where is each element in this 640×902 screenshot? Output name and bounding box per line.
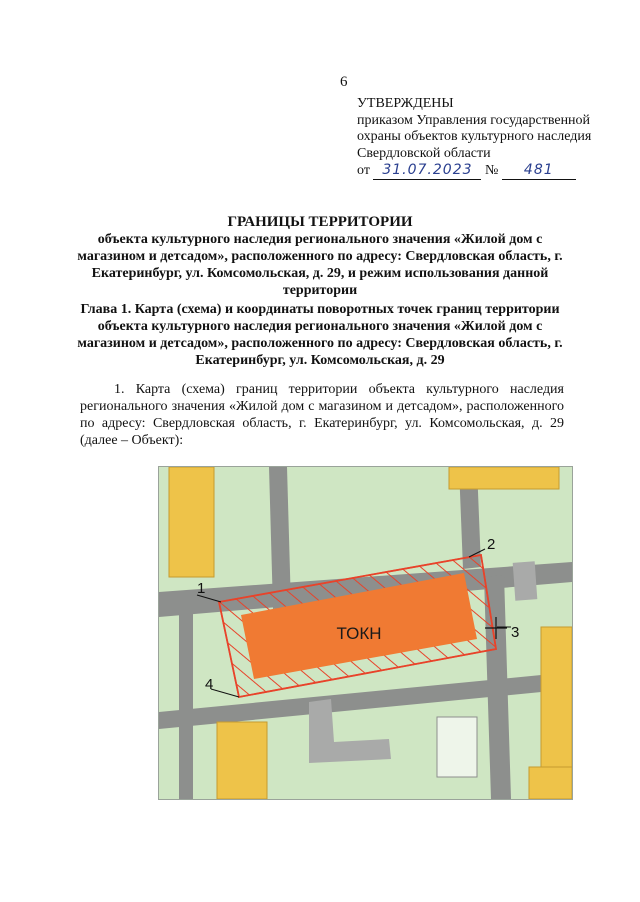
from-label: от [357, 163, 370, 178]
map-object-label: ТОКН [336, 624, 382, 643]
approval-date-row [357, 162, 627, 180]
document-title [70, 214, 570, 299]
page-number: 6 [340, 74, 348, 90]
map-point-3: 3 [511, 624, 520, 641]
building-yellow-top-right [449, 467, 559, 489]
chapter-heading: Глава 1. Карта (схема) и координаты поворотных точек границ территории объекта культурного наследия регионального значения «Жилой дом с магазином и детсадом», расположенного по адресу: Свердловская область, г. Екатеринбург, ул. Комсомольская, д. 29 [77, 302, 563, 368]
title-heading: ГРАНИЦЫ ТЕРРИТОРИИ [227, 214, 413, 230]
building-yellow-right [541, 627, 572, 772]
title-subheading: объекта культурного наследия регионального значения «Жилой дом с магазином и детсадом», расположенного по адресу: Свердловская область, г. Екатеринбург, ул. Комсомольская, д. 29, и режим использования данной территории [77, 232, 563, 298]
building-yellow-corner [529, 767, 572, 799]
building-yellow-top-left [169, 467, 214, 577]
approval-line-2: охраны объектов культурного наследия [357, 129, 592, 144]
map-point-2: 2 [487, 536, 496, 553]
approval-line-1: приказом Управления государственной [357, 112, 591, 128]
boundary-map [158, 466, 573, 800]
building-yellow-bottom-left [217, 722, 267, 799]
approval-heading: УТВЕРЖДЕНЫ [357, 96, 454, 111]
order-number: 481 [502, 162, 576, 180]
order-date: 31.07.2023 [373, 162, 481, 180]
map-point-1: 1 [197, 580, 206, 597]
road-left [179, 607, 193, 799]
paragraph-1: 1. Карта (схема) границ территории объекта культурного наследия регионального значения «Жилой дом с магазином и детсадом», расположенного по адресу: Свердловская область, г. Екатеринбург, ул. Комсомольская, д. 29 (далее – Объект): [80, 382, 564, 448]
number-label: № [484, 163, 499, 178]
building-gray-small [513, 561, 538, 600]
map-svg [159, 467, 572, 799]
approval-block [357, 96, 627, 180]
approval-line-3: Свердловской области [357, 145, 491, 161]
map-point-4: 4 [205, 676, 214, 693]
building-white [437, 717, 477, 777]
